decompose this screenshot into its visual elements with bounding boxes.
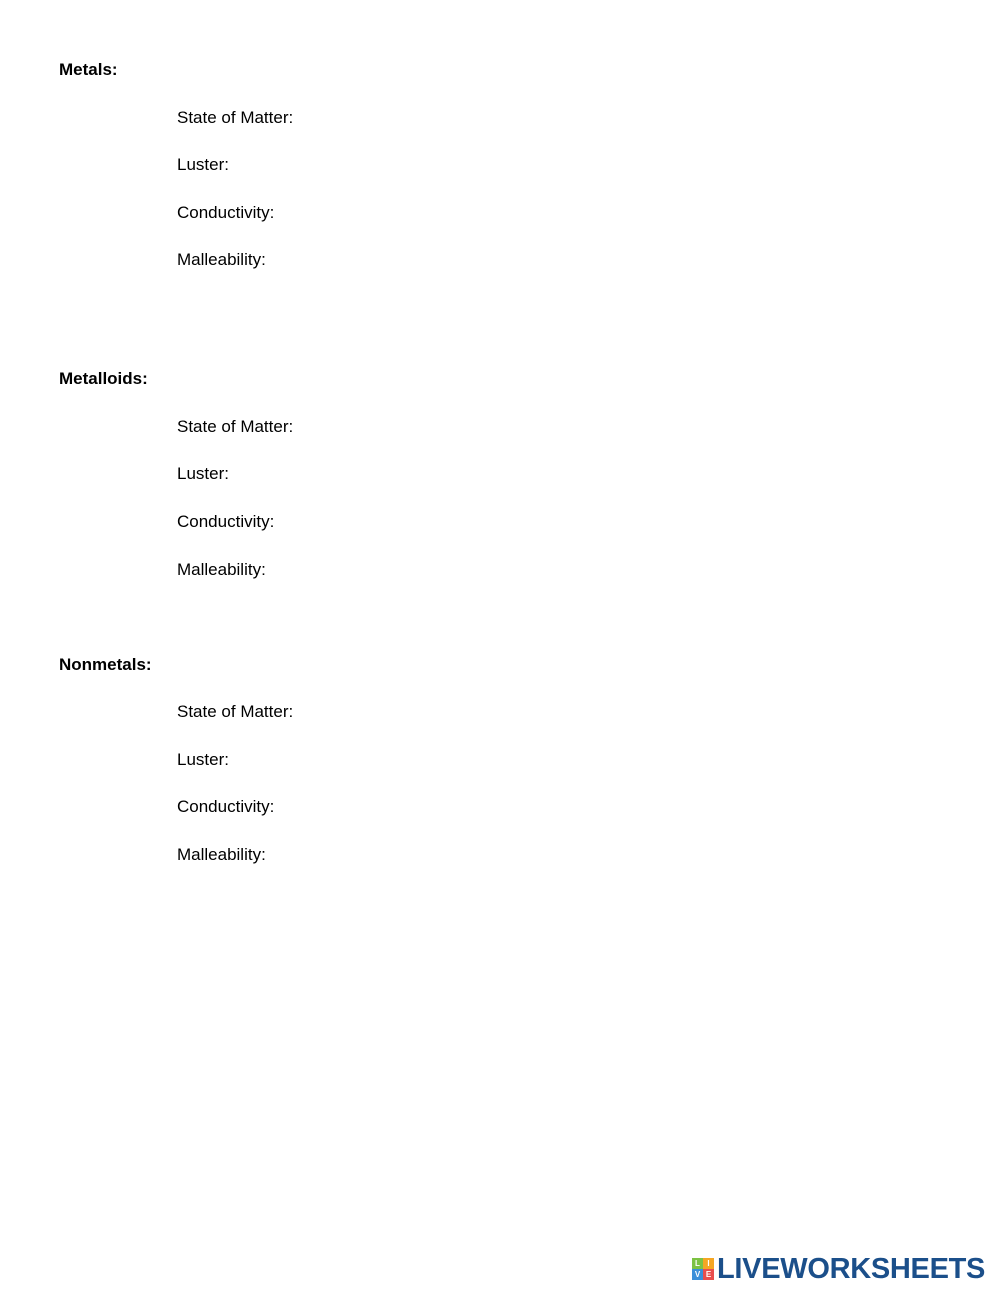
property-state-of-matter: State of Matter:	[177, 108, 294, 127]
property-malleability: Malleability:	[177, 250, 266, 269]
property-malleability: Malleability:	[177, 560, 266, 579]
logo-tile-i: I	[703, 1258, 714, 1269]
property-conductivity: Conductivity:	[177, 797, 275, 816]
section-heading-metalloids: Metalloids:	[59, 369, 148, 388]
property-luster: Luster:	[177, 750, 229, 769]
section-heading-nonmetals: Nonmetals:	[59, 655, 152, 674]
section-heading-metals: Metals:	[59, 60, 118, 79]
property-state-of-matter: State of Matter:	[177, 417, 294, 436]
property-conductivity: Conductivity:	[177, 203, 275, 222]
property-luster: Luster:	[177, 155, 229, 174]
liveworksheets-logo	[692, 1254, 985, 1284]
property-malleability: Malleability:	[177, 845, 266, 864]
logo-tile-v: V	[692, 1269, 703, 1280]
property-luster: Luster:	[177, 464, 229, 483]
logo-wordmark: LIVEWORKSHEETS	[717, 1253, 986, 1285]
logo-tiles-icon	[692, 1258, 714, 1280]
property-conductivity: Conductivity:	[177, 512, 275, 531]
logo-tile-e: E	[703, 1269, 714, 1280]
logo-tile-l: L	[692, 1258, 703, 1269]
property-state-of-matter: State of Matter:	[177, 702, 294, 721]
